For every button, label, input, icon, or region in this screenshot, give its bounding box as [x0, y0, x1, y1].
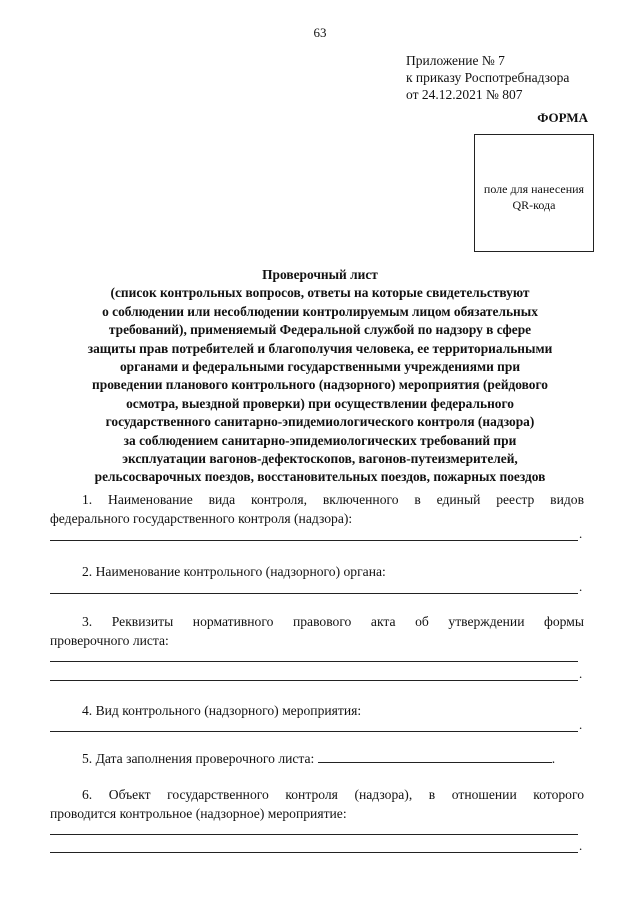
appendix-reference: [406, 52, 569, 103]
title-line: (список контрольных вопросов, ответы на которые свидетельствуют: [110, 285, 530, 301]
line-end-mark: .: [579, 717, 583, 732]
qr-code-field: [474, 134, 594, 252]
item-1-label-continued: федерального государственного контроля (надзора):: [50, 511, 353, 526]
item-1-label: 1. Наименование вида контроля, включенного в единый реестр видов: [82, 492, 584, 507]
qr-caption-line-1: поле для нанесения: [483, 182, 585, 196]
title-line: Проверочный лист: [262, 267, 378, 282]
item-3-answer-line-2[interactable]: [50, 680, 578, 681]
line-end-mark: .: [551, 751, 556, 766]
title-line: рельсосварочных поездов, восстановительных поездов, пожарных поездов: [94, 469, 546, 485]
item-3-label: 3. Реквизиты нормативного правового акта об утверждении формы: [82, 614, 584, 629]
item-6-answer-line-2[interactable]: [50, 852, 578, 853]
item-5-date-field[interactable]: [318, 750, 552, 763]
item-6-label: 6. Объект государственного контроля (надзора), в отношении которого: [82, 787, 584, 802]
appendix-line-3: от 24.12.2021 № 807: [406, 87, 523, 102]
item-1-answer-line[interactable]: [50, 540, 578, 541]
line-end-mark: .: [579, 838, 583, 853]
form-label: ФОРМА: [537, 110, 588, 125]
item-5-row: [50, 749, 616, 768]
item-2-label: 2. Наименование контрольного (надзорного) органа:: [82, 564, 386, 579]
appendix-line-2: к приказу Роспотребнадзора: [406, 70, 570, 85]
title-line: о соблюдении или несоблюдении контролируемым лицом обязательных: [102, 303, 538, 319]
qr-caption-line-2: QR-кода: [512, 198, 556, 212]
line-end-mark: .: [579, 526, 583, 541]
item-4-answer-line[interactable]: [50, 731, 578, 732]
title-line: защиты прав потребителей и благополучия человека, ее территориальными: [87, 340, 553, 356]
title-line: требований), применяемый Федеральной службой по надзору в сфере: [108, 322, 532, 338]
document-title: [48, 266, 592, 487]
item-3-label-continued: проверочного листа:: [50, 633, 169, 648]
qr-code-field-caption: [475, 181, 593, 213]
item-5-label: 5. Дата заполнения проверочного листа:: [82, 751, 315, 766]
line-end-mark: .: [579, 579, 583, 594]
appendix-line-1: Приложение № 7: [406, 53, 505, 68]
title-line: органами и федеральными государственными учреждениями при: [119, 359, 521, 375]
item-6-label-continued: проводится контрольное (надзорное) мероприятие:: [50, 806, 347, 821]
item-6-answer-line-1[interactable]: [50, 834, 578, 835]
title-line: эксплуатации вагонов-дефектоскопов, вагонов-путеизмерителей,: [122, 451, 518, 467]
title-line: за соблюдением санитарно-эпидемиологических требований при: [123, 432, 517, 448]
line-end-mark: .: [579, 666, 583, 681]
item-3-answer-line-1[interactable]: [50, 661, 578, 662]
title-line: проведении планового контрольного (надзорного) мероприятия (рейдового: [92, 377, 548, 393]
title-line: государственного санитарно-эпидемиологического контроля (надзора): [105, 414, 535, 430]
page-number: 63: [313, 25, 327, 40]
item-4-label: 4. Вид контрольного (надзорного) мероприятия:: [82, 703, 362, 718]
item-2-answer-line[interactable]: [50, 593, 578, 594]
title-line: осмотра, выездной проверки) при осуществлении федерального: [126, 395, 514, 411]
